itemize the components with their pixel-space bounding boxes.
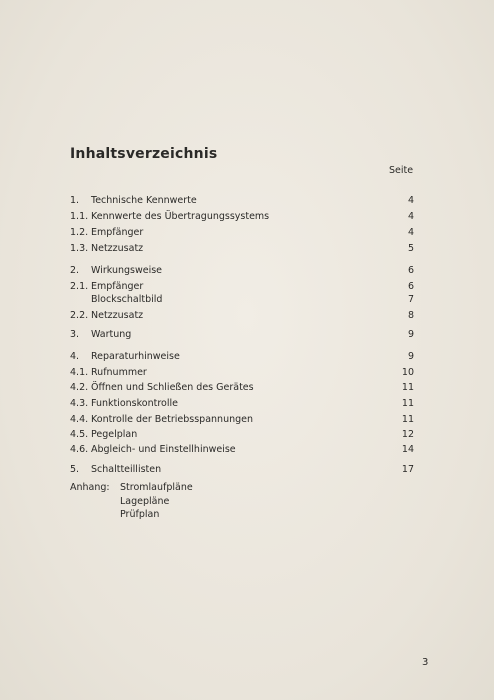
toc-entry-page: 6 — [407, 265, 414, 276]
toc-entry-number: 4.3. — [70, 398, 89, 409]
toc-entry-number: 4.4. — [70, 414, 89, 425]
toc-entry-label: Empfänger — [91, 227, 144, 238]
toc-entry — [70, 381, 414, 394]
toc-entry-page: 11 — [401, 398, 414, 409]
toc-entry-label: Wirkungsweise — [91, 265, 163, 276]
toc-entry-label: Netzzusatz — [91, 310, 144, 321]
toc-entry-number: 3. — [70, 329, 80, 340]
page-number: 3 — [422, 657, 429, 668]
toc-entry — [70, 309, 414, 322]
annex-item: Stromlaufpläne — [120, 482, 193, 493]
toc-entry-number: 4.5. — [70, 429, 89, 440]
toc-entry-number: 1.1. — [70, 211, 89, 222]
toc-entry-page: 9 — [407, 329, 414, 340]
toc-entry-page: 4 — [407, 195, 414, 206]
toc-entry — [70, 350, 414, 363]
toc-entry-label: Kontrolle der Betriebsspannungen — [91, 414, 254, 425]
toc-entry-number: 5. — [70, 464, 80, 475]
toc-entry — [70, 397, 414, 410]
toc-entry-label: Rufnummer — [91, 367, 147, 378]
page-title: Inhaltsverzeichnis — [70, 146, 218, 162]
toc-entry-page: 11 — [401, 382, 414, 393]
toc-entry-label: Schaltteillisten — [91, 464, 162, 475]
toc-entry-number: 1.3. — [70, 243, 89, 254]
toc-entry-number: 1. — [70, 195, 80, 206]
toc-entry-number: 4. — [70, 351, 80, 362]
toc-entry — [70, 443, 414, 456]
toc-entry-number: 2.1. — [70, 281, 89, 292]
annex-item: Lagepläne — [120, 495, 170, 507]
toc-entry-number: 4.2. — [70, 382, 89, 393]
toc-entry-page: 4 — [407, 211, 414, 222]
toc-entry — [70, 194, 414, 207]
toc-entry-label: Abgleich- und Einstellhinweise — [91, 444, 236, 455]
toc-entry-page: 11 — [401, 414, 414, 425]
toc-entry-label: Wartung — [91, 329, 132, 340]
toc-entry-page: 6 — [407, 281, 414, 292]
toc-entry-page: 14 — [401, 444, 414, 455]
toc-entry-page: 9 — [407, 351, 414, 362]
toc-entry-page: 5 — [407, 243, 414, 254]
toc-entry-number: 4.1. — [70, 367, 89, 378]
toc-entry-number: 4.6. — [70, 444, 89, 455]
toc-entry-label: Blockschaltbild — [91, 294, 163, 305]
toc-entry — [70, 280, 414, 293]
annex-section — [70, 481, 193, 520]
toc-entry — [70, 413, 414, 426]
toc-entry — [70, 226, 414, 239]
toc-entry-label: Empfänger — [91, 281, 144, 292]
toc-entry — [70, 463, 414, 476]
toc-entry-label: Öffnen und Schließen des Gerätes — [91, 382, 254, 393]
toc-entry-label: Netzzusatz — [91, 243, 144, 254]
toc-entry-number: 2. — [70, 265, 80, 276]
toc-entry-number: 2.2. — [70, 310, 89, 321]
toc-entry-page: 8 — [407, 310, 414, 321]
toc-entry — [70, 328, 414, 341]
toc-entry-page: 7 — [407, 294, 414, 305]
toc-entry-page: 17 — [401, 464, 414, 475]
toc-entry — [70, 210, 414, 223]
annex-item: Prüfplan — [120, 509, 160, 520]
annex-label: Anhang: — [70, 482, 110, 493]
toc-entry-label: Pegelplan — [91, 429, 138, 440]
toc-entry — [70, 264, 414, 277]
toc-entry — [70, 366, 414, 379]
toc-entry-label: Funktionskontrolle — [91, 398, 178, 409]
toc-entry-page: 4 — [407, 227, 414, 238]
toc-entry — [70, 293, 414, 306]
toc-entry-page: 10 — [401, 367, 414, 378]
toc-entry-label: Reparaturhinweise — [91, 351, 180, 362]
toc-entry — [70, 242, 414, 255]
toc-entry-label: Kennwerte des Übertragungssystems — [91, 211, 270, 222]
toc-entry-page: 12 — [401, 429, 414, 440]
toc-entry-number: 1.2. — [70, 227, 89, 238]
page-column-header: Seite — [389, 165, 414, 176]
toc-entry-label: Technische Kennwerte — [91, 195, 197, 206]
toc-entry — [70, 428, 414, 441]
